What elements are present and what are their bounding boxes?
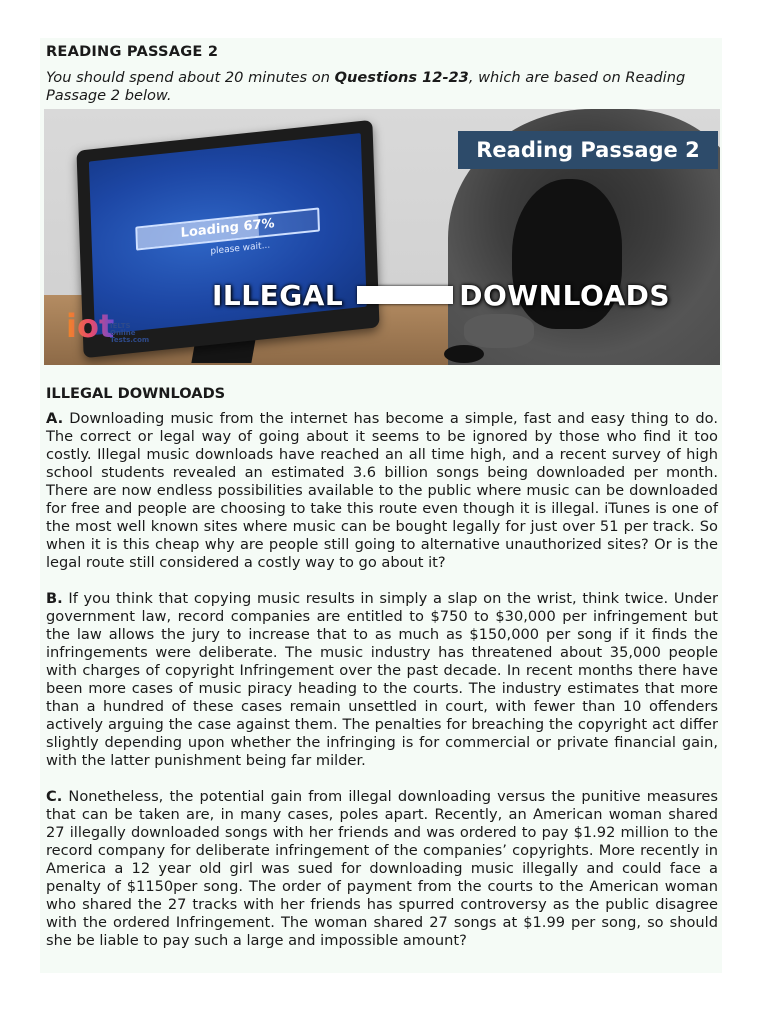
instruction-pre: You should spend about 20 minutes on [46, 69, 335, 86]
paragraph-b [46, 590, 718, 770]
banner-title-bar [357, 286, 453, 304]
banner-image [44, 109, 720, 365]
logo-text [110, 323, 149, 344]
logo-line-3: Tests.com [110, 336, 150, 344]
instruction-questions: Questions 12-23 [334, 69, 469, 86]
paragraph-label: B. [46, 590, 63, 607]
document-content [46, 42, 718, 950]
loading-text: Loading 67% [180, 216, 275, 241]
logo-mark: iot [66, 307, 115, 345]
logo-line-1: IELTS [110, 322, 131, 330]
reading-passage-badge: Reading Passage 2 [458, 131, 718, 169]
please-wait-text: please wait... [210, 240, 271, 257]
paragraph-label: A. [46, 410, 64, 427]
paragraph-text: Downloading music from the internet has become a simple, fast and easy thing to do. The correct or legal way of going about it seems to be ignored by those who find it too costly. Illegal music downloads have reached an all time high, and a recent survey of high school students revealed an estimated 3.6 billion songs being downloaded per month. There are now endless possibilities available to the public where music can be downloaded for free and people are choosing to take this route even though it is illegal. iTunes is one of the most well known sites where music can be bought legally for just over 51 per track. So when it is this cheap why are people still going to alternative unauthorized sites? Or is the legal route still considered a costly way to go about it? [46, 410, 718, 571]
banner-title-right: DOWNLOADS [459, 278, 671, 312]
computer-mouse [444, 345, 484, 363]
banner-title [212, 277, 670, 313]
site-logo [66, 307, 150, 349]
paragraph-c [46, 788, 718, 950]
logo-line-2: Online [110, 329, 136, 337]
paragraph-text: If you think that copying music results in simply a slap on the wrist, think twice. Under government law, record companies are entitled to $750 to $30,000 per infringement but the law allows the jury to increase that to as much as $150,000 per song if it finds the infringements were deliberate. The music industry has threatened about 35,000 people with charges of copyright Infringement over the past decade. In recent months there have been more cases of music piracy heading to the courts. The industry estimates that more than a hundred of these cases remain unsettled in court, with fewer than 10 offenders actively arguing the case against them. The penalties for breaching the copyright act differ slightly depending upon whether the infringing is for commercial or private financial gain, with the latter punishment being far milder. [46, 590, 719, 769]
banner-title-left: ILLEGAL [212, 278, 344, 312]
hand [464, 314, 534, 348]
paragraph-label: C. [46, 788, 63, 805]
article-title: ILLEGAL DOWNLOADS [46, 385, 226, 402]
paragraph-a [46, 410, 718, 572]
instruction-post: , which are based on Reading Passage 2 below. [46, 69, 686, 104]
document-page [40, 38, 722, 973]
instruction-text [46, 69, 718, 105]
paragraph-text: Nonetheless, the potential gain from illegal downloading versus the punitive measures that can be taken are, in many cases, poles apart. Recently, an American woman shared 27 illegally downloaded songs with her friends and was ordered to pay $1.92 million to the record company for deliberate infringement of the companies’ copyrights. More recently in America a 12 year old girl was sued for downloading music illegally and could face a penalty of $1150per song. The order of payment from the courts to the American woman who shared the 27 tracks with her friends has spurred controversy as the public disagree with the ordered Infringement. The woman shared 27 songs at $1.99 per song, so should she be liable to pay such a large and impossible amount? [46, 788, 718, 949]
section-heading: READING PASSAGE 2 [46, 43, 219, 60]
